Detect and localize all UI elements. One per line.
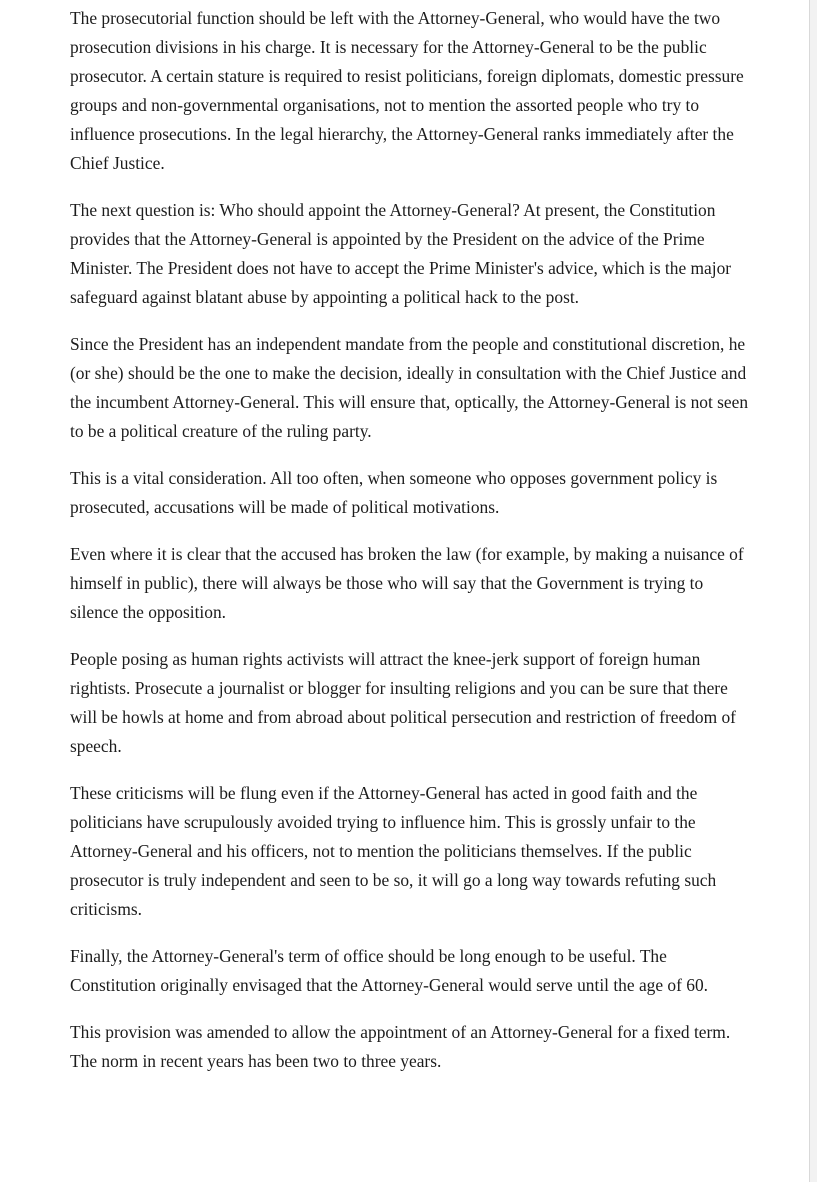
article-paragraph: Since the President has an independent mandate from the people and constitutional discretion, he (or she) should be the one to make the decision, ideally in consultation with the Chief Justice and the incumbent Attorney-General. This will ensure that, optically, the Attorney-General is not seen to be a political creature of the ruling party. [70, 334, 749, 441]
article-paragraph: The prosecutorial function should be left with the Attorney-General, who would have the two prosecution divisions in his charge. It is necessary for the Attorney-General to be the public prosecutor. A certain stature is required to resist politicians, foreign diplomats, domestic pressure groups and non-governmental organisations, not to mention the assorted people who try to influence prosecutions. In the legal hierarchy, the Attorney-General ranks immediately after the Chief Justice. [70, 8, 744, 173]
article-paragraph: People posing as human rights activists will attract the knee-jerk support of foreign human rightists. Prosecute a journalist or blogger for insulting religions and you can be sure that there will be howls at home and from abroad about political persecution and restriction of freedom of speech. [70, 649, 736, 756]
article-paragraph: The next question is: Who should appoint the Attorney-General? At present, the Constitution provides that the Attorney-General is appointed by the President on the advice of the Prime Minister. The President does not have to accept the Prime Minister's advice, which is the major safeguard against blatant abuse by appointing a political hack to the post. [70, 200, 732, 307]
article-paragraph: Finally, the Attorney-General's term of office should be long enough to be useful. The Constitution originally envisaged that the Attorney-General would serve until the age of 60. [70, 946, 708, 995]
article-body [70, 4, 750, 1094]
article-paragraph: Even where it is clear that the accused has broken the law (for example, by making a nuisance of himself in public), there will always be those who will say that the Government is trying to silence the opposition. [70, 544, 744, 622]
article-paragraph: This provision was amended to allow the appointment of an Attorney-General for a fixed term. The norm in recent years has been two to three years. [70, 1022, 731, 1071]
article-paragraph: These criticisms will be flung even if the Attorney-General has acted in good faith and the politicians have scrupulously avoided trying to influence him. This is grossly unfair to the Attorney-General and his officers, not to mention the politicians themselves. If the public prosecutor is truly independent and seen to be so, it will go a long way towards refuting such criticisms. [70, 783, 717, 919]
article-paragraph: This is a vital consideration. All too often, when someone who opposes government policy is prosecuted, accusations will be made of political motivations. [70, 468, 718, 517]
